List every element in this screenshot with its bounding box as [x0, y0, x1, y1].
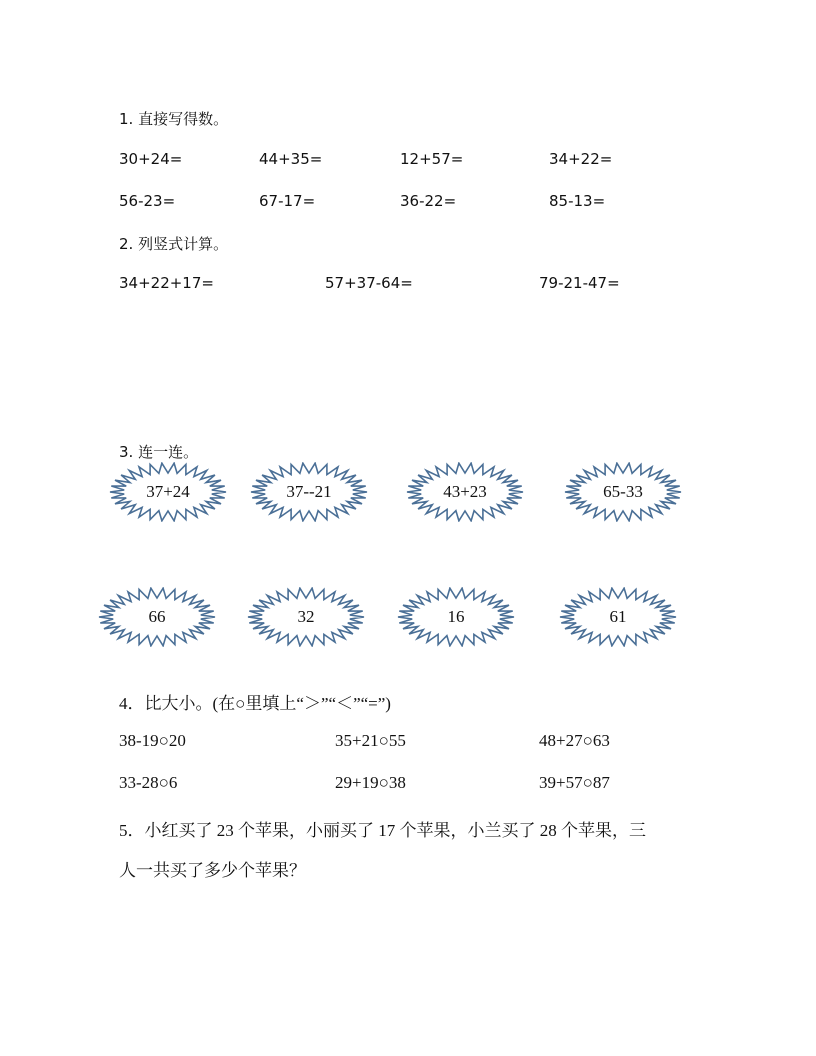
starburst-answer[interactable] — [397, 587, 515, 647]
problem: 12+57= — [400, 150, 464, 168]
comparison: 38-19○20 — [119, 731, 186, 750]
comparison: 29+19○38 — [335, 773, 406, 792]
comparison: 39+57○87 — [539, 773, 610, 792]
starburst-expression[interactable] — [406, 462, 524, 522]
problem: 34+22+17= — [119, 274, 214, 292]
answer-label: 61 — [609, 607, 627, 626]
comparison: 33-28○6 — [119, 773, 178, 792]
problem: 34+22= — [549, 150, 613, 168]
starburst-answer[interactable] — [98, 587, 216, 647]
expression-label: 37--21 — [286, 482, 332, 501]
answer-label: 32 — [297, 607, 315, 626]
problem: 79-21-47= — [539, 274, 620, 292]
comparison: 48+27○63 — [539, 731, 610, 750]
section-1-title: 1. 直接写得数。 — [119, 110, 229, 128]
starburst-expression[interactable] — [109, 462, 227, 522]
expression-label: 43+23 — [443, 482, 487, 501]
problem: 67-17= — [259, 192, 316, 210]
answer-label: 66 — [148, 607, 166, 626]
problem: 57+37-64= — [325, 274, 413, 292]
section-2-title: 2. 列竖式计算。 — [119, 235, 229, 253]
section-4-title: 4．比大小。(在○里填上“＞”“＜”“=”) — [119, 694, 391, 713]
expression-label: 65-33 — [603, 482, 643, 501]
starburst-expression[interactable] — [250, 462, 368, 522]
problem: 44+35= — [259, 150, 323, 168]
section-3-title: 3. 连一连。 — [119, 443, 199, 461]
answer-label: 16 — [447, 607, 465, 626]
problem: 85-13= — [549, 192, 606, 210]
word-problem-line-1: 5．小红买了 23 个苹果，小丽买了 17 个苹果，小兰买了 28 个苹果，三 — [119, 821, 646, 840]
problem: 30+24= — [119, 150, 183, 168]
starburst-answer[interactable] — [247, 587, 365, 647]
starburst-expression[interactable] — [564, 462, 682, 522]
problem: 56-23= — [119, 192, 176, 210]
problem: 36-22= — [400, 192, 457, 210]
comparison: 35+21○55 — [335, 731, 406, 750]
word-problem-line-2: 人一共买了多少个苹果？ — [119, 861, 306, 880]
expression-label: 37+24 — [146, 482, 190, 501]
starburst-answer[interactable] — [559, 587, 677, 647]
